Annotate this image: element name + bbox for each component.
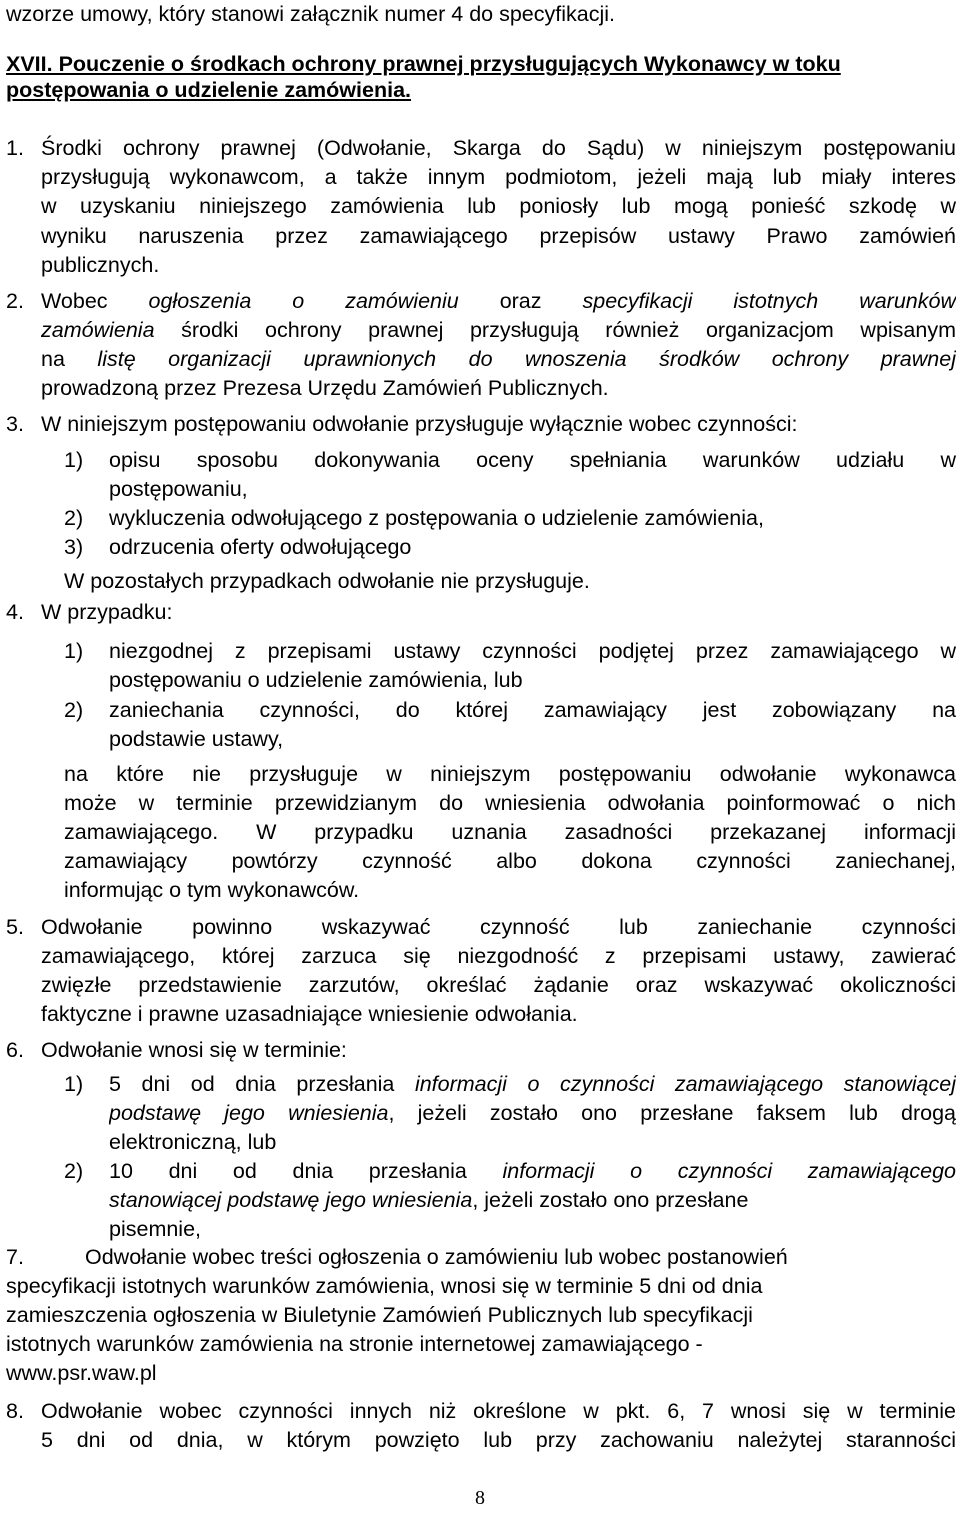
page-number: 8 [475, 1487, 485, 1509]
p3-intro: W niniejszym postępowaniu odwołanie przysługuje wyłącznie wobec czynności: [41, 412, 798, 436]
p5-number: 5. [6, 915, 24, 939]
p7-number: 7. [6, 1245, 24, 1269]
p8-line: Odwołanie wobec czynności innych niż określone w pkt. 6, 7 wnosi się w terminie [41, 1399, 956, 1423]
p3-item-line: odrzucenia oferty odwołującego [109, 535, 412, 559]
p4-item-line: zaniechania czynności, do której zamawiający jest zobowiązany na [109, 698, 956, 722]
p4-outro-line: na które nie przysługuje w niniejszym postępowaniu odwołanie wykonawca [64, 762, 956, 786]
p6-item-line: 10 dni od dnia przesłania informacji o czynności zamawiającego [109, 1159, 956, 1183]
section-heading-line2: postępowania o udzielenie zamówienia. [6, 78, 411, 102]
p3-number: 3. [6, 412, 24, 436]
p2-line: na listę organizacji uprawnionych do wnoszenia środków ochrony prawnej [41, 347, 956, 371]
p7-line: istotnych warunków zamówienia na stronie internetowej zamawiającego - [6, 1332, 703, 1356]
p1-line: Środki ochrony prawnej (Odwołanie, Skarga do Sądu) w niniejszym postępowaniu [41, 136, 956, 160]
p5-line: Odwołanie powinno wskazywać czynność lub zaniechanie czynności [41, 915, 956, 939]
p7-line: www.psr.waw.pl [6, 1361, 157, 1385]
p4-item-number: 1) [64, 639, 84, 663]
p2-number: 2. [6, 289, 24, 313]
p4-intro: W przypadku: [41, 600, 173, 624]
p3-item-number: 2) [64, 506, 84, 530]
p4-item-line: niezgodnej z przepisami ustawy czynności podjętej przez zamawiającego w [109, 639, 956, 663]
p6-item-line: podstawę jego wniesienia, jeżeli zostało ono przesłane faksem lub drogą [109, 1101, 956, 1125]
p3-item-line: wykluczenia odwołującego z postępowania o udzielenie zamówienia, [109, 506, 764, 530]
p5-line: faktyczne i prawne uzasadniające wniesienie odwołania. [41, 1002, 578, 1026]
p4-outro-line: może w terminie przewidzianym do wniesienia odwołania poinformować o nich [64, 791, 956, 815]
p5-line: zamawiającego, której zarzuca się niezgodność z przepisami ustawy, zawierać [41, 944, 956, 968]
p1-line: przysługują wykonawcom, a także innym podmiotom, jeżeli mają lub miały interes [41, 165, 956, 189]
p6-item-number: 1) [64, 1072, 84, 1096]
p6-number: 6. [6, 1038, 24, 1062]
p1-number: 1. [6, 136, 24, 160]
p4-number: 4. [6, 600, 24, 624]
p6-item-line: pisemnie, [109, 1217, 202, 1241]
p3-item-line: postępowaniu, [109, 477, 248, 501]
p6-intro: Odwołanie wnosi się w terminie: [41, 1038, 347, 1062]
p3-outro: W pozostałych przypadkach odwołanie nie przysługuje. [64, 569, 590, 593]
p4-item-line: podstawie ustawy, [109, 727, 284, 751]
p1-line: publicznych. [41, 253, 160, 277]
p1-line: w uzyskaniu niniejszego zamówienia lub poniosły lub mogą ponieść szkodę w [41, 194, 956, 218]
p3-item-number: 1) [64, 448, 84, 472]
p6-item-number: 2) [64, 1159, 84, 1183]
intro-line: wzorze umowy, który stanowi załącznik numer 4 do specyfikacji. [6, 2, 615, 26]
p4-item-line: postępowaniu o udzielenie zamówienia, lub [109, 668, 523, 692]
p1-line: wyniku naruszenia przez zamawiającego przepisów ustawy Prawo zamówień [41, 224, 956, 248]
p4-outro-line: informując o tym wykonawców. [64, 878, 360, 902]
p3-item-line: opisu sposobu dokonywania oceny spełniania warunków udziału w [109, 448, 956, 472]
p5-line: zwięzłe przedstawienie zarzutów, określać żądanie oraz wskazywać okoliczności [41, 973, 956, 997]
p3-item-number: 3) [64, 535, 84, 559]
p2-line: zamówienia środki ochrony prawnej przysługują również organizacjom wpisanym [41, 318, 956, 342]
p7-line: Odwołanie wobec treści ogłoszenia o zamówieniu lub wobec postanowień [85, 1245, 788, 1269]
p4-outro-line: zamawiającego. W przypadku uznania zasadności przekazanej informacji [64, 820, 956, 844]
p8-line: 5 dni od dnia, w którym powzięto lub przy zachowaniu należytej staranności [41, 1428, 956, 1452]
p4-item-number: 2) [64, 698, 84, 722]
p6-item-line: 5 dni od dnia przesłania informacji o czynności zamawiającego stanowiącej [109, 1072, 956, 1096]
p4-outro-line: zamawiający powtórzy czynność albo dokona czynności zaniechanej, [64, 849, 956, 873]
p6-item-line: elektroniczną, lub [109, 1130, 277, 1154]
p2-line: prowadzoną przez Prezesa Urzędu Zamówień Publicznych. [41, 376, 609, 400]
section-heading-line1: XVII. Pouczenie o środkach ochrony prawnej przysługujących Wykonawcy w toku [6, 52, 841, 76]
p2-line: Wobec ogłoszenia o zamówieniu oraz specyfikacji istotnych warunków [41, 289, 956, 313]
p7-line: specyfikacji istotnych warunków zamówienia, wnosi się w terminie 5 dni od dnia [6, 1274, 763, 1298]
p7-line: zamieszczenia ogłoszenia w Biuletynie Zamówień Publicznych lub specyfikacji [6, 1303, 753, 1327]
p8-number: 8. [6, 1399, 24, 1423]
p6-item-line: stanowiącej podstawę jego wniesienia, jeżeli zostało ono przesłane [109, 1188, 749, 1212]
